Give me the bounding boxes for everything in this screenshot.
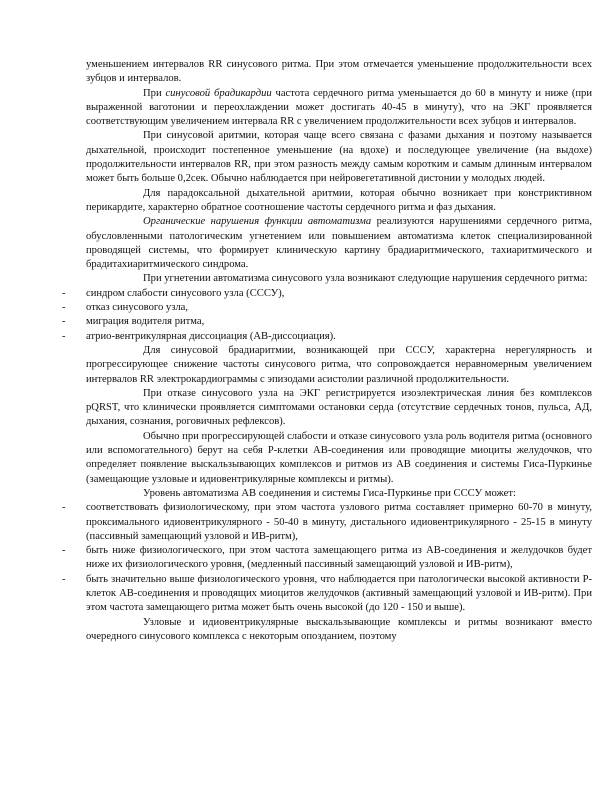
- list-item-text: атрио-вентрикулярная диссоциация (АВ-диссоциация).: [86, 330, 336, 342]
- rhythm-disorders-list: [62, 287, 592, 344]
- list-item: [62, 544, 592, 573]
- list-item: [62, 301, 592, 315]
- list-dash: -: [62, 330, 66, 342]
- list-dash: -: [62, 502, 66, 514]
- list-item-text: отказ синусового узла,: [86, 302, 189, 314]
- paragraph-sinus-bradycardia: [86, 87, 592, 130]
- paragraph-2-lead: При: [143, 87, 166, 99]
- term-sinus-bradycardia: синусовой брадикардии: [165, 87, 272, 99]
- list-item: [62, 287, 592, 301]
- paragraph-suppression-intro: При угнетении автоматизма синусового узла возникают следующие нарушения сердечного ритма:: [143, 273, 588, 285]
- list-item: [62, 315, 592, 329]
- automatism-level-list: [62, 501, 592, 615]
- list-dash: -: [62, 302, 66, 314]
- paragraph-sinus-bradyarrhythmia: Для синусовой брадиаритмии, возникающей при СССУ, характерна нерегулярность и прогрессирующее снижение частоты синусового ритма, что сопровождается неравномерным увеличением интервалов RR электрокардиограммы с эпизодами асистолии различной продолжительности.: [86, 344, 592, 385]
- paragraph-escape-complexes: Узловые и идиовентрикулярные выскальзывающие комплексы и ритмы возникают вместо очередного синусового комплекса с некоторым опозданием, поэтому: [86, 616, 592, 642]
- list-item-text: синдром слабости синусового узла (СССУ),: [86, 287, 285, 299]
- paragraph-5-body: реализуются нарушениями сердечного ритма, обусловленными патологическим угнетением или повышением автоматизма клеток специализированной проводящей системы, что формирует клиническую картину брадиаритмического, тахиаритмического и брадитахиаритмического синдрома.: [86, 216, 592, 271]
- paragraph-organic-disorders: [86, 215, 592, 272]
- term-organic-disorders: Органические нарушения функции автоматизма: [143, 216, 372, 228]
- list-dash: -: [62, 316, 66, 328]
- list-item: [62, 501, 592, 544]
- paragraph-sinus-arrest: При отказе синусового узла на ЭКГ регистрируется изоэлектрическая линия без комплексов pQRST, что клинически проявляется симптомами остановки серда (отсутствие сердечных тонов, пульса, АД, дыхания, сознания, роговичных рефлексов).: [86, 387, 592, 428]
- list-dash: -: [62, 573, 66, 585]
- list-item-text: быть значительно выше физиологического уровня, что наблюдается при патологически высокой активности Р-клеток АВ-соединения и проводящих миоцитов желудочков (активный замещающий узловой и ИВ-ритм). При этом частота замещающего ритма может быть очень высокой (до 120 - 150 и выше).: [86, 573, 592, 614]
- list-dash: -: [62, 545, 66, 557]
- paragraph-paradoxical-arrhythmia: Для парадоксальной дыхательной аритмии, которая обычно возникает при констриктивном перикардите, характерно обратное соотношение частоты сердечного ритма и фаз дыхания.: [86, 187, 592, 213]
- list-dash: -: [62, 287, 66, 299]
- paragraph-2-body: частота сердечного ритма уменьшается до 60 в минуту и ниже (при выраженной ваготонии и переохлаждении может достигать 40-45 в минуту), что на ЭКГ проявляется соответствующим увеличением интервала RR с увеличением продолжительности всех зубцов и интервалов.: [86, 87, 592, 128]
- paragraph-1: уменьшением интервалов RR синусового ритма. При этом отмечается уменьшение продолжительности всех зубцов и интервалов.: [86, 59, 592, 85]
- list-item: [62, 330, 592, 344]
- list-item-text: миграция водителя ритма,: [86, 316, 205, 328]
- list-item-text: соответствовать физиологическому, при этом частота узлового ритма составляет примерно 60-70 в минуту, проксимального идиовентрикулярного - 50-40 в минуту, дистального идиовентрикулярного - 25-15 в минуту (пассивный замещающий узловой и ИВ-ритм),: [86, 502, 592, 542]
- paragraph-automatism-level: Уровень автоматизма АВ соединения и системы Гиса-Пуркинье при СССУ может:: [143, 487, 516, 499]
- list-item-text: быть ниже физиологического, при этом частота замещающего ритма из АВ-соединения и желудочков будет ниже их физиологического уровня, (медленный пассивный замещающий узловой и ИВ-ритм),: [86, 545, 592, 571]
- paragraph-escape-rhythms: Обычно при прогрессирующей слабости и отказе синусового узла роль водителя ритма (основного или вспомогательного) берут на себя Р-клетки АВ-соединения или проводящие миоциты желудочков, что определяет появление выскальзывающих комплексов и ритмов из АВ соединения и системы Гиса-Пуркинье (замещающие узловые и идиовентрикулярные комплексы и ритмы).: [86, 430, 592, 485]
- list-item: [62, 573, 592, 616]
- paragraph-sinus-arrhythmia: При синусовой аритмии, которая чаще всего связана с фазами дыхания и поэтому называется дыхательной, происходит постепенное уменьшение (на вдохе) и последующее увеличение (на выдохе) продолжительности интервалов RR, при этом разность между самым коротким и самым длинным интервалом может быть больше 0,2сек. Обычно наблюдается при нейровегетативной дистонии у молодых людей.: [86, 130, 592, 185]
